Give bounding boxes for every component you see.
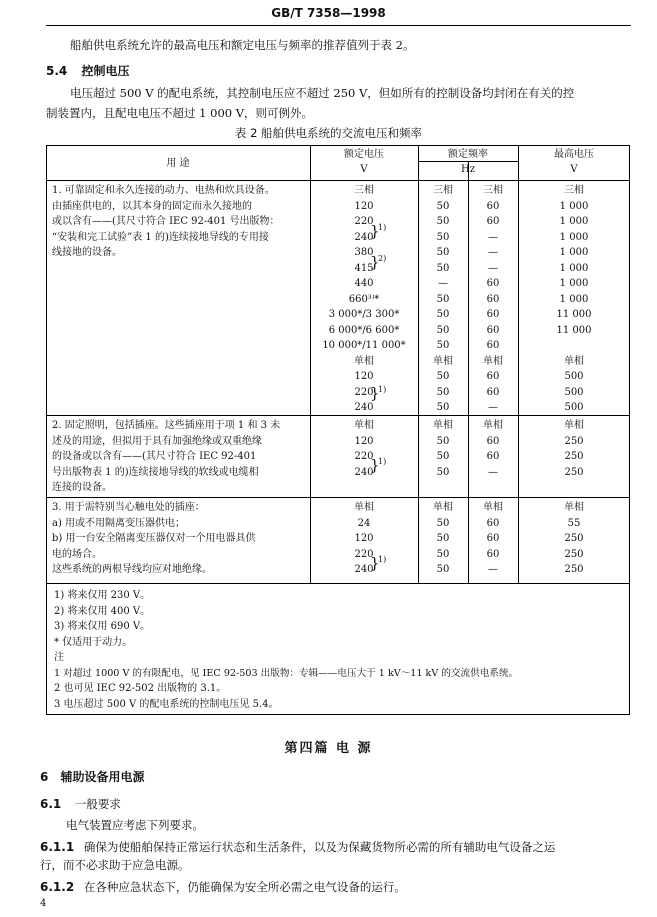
cell: 单相 bbox=[564, 420, 584, 431]
usage-line: 电的场合。 bbox=[52, 548, 102, 560]
cell: 50 bbox=[436, 371, 450, 382]
cell: 三相 bbox=[483, 185, 503, 196]
cell: 50 bbox=[436, 548, 450, 560]
cell: 10 000*/11 000* bbox=[322, 340, 406, 351]
footnote-ref: 1) bbox=[378, 555, 387, 564]
footnote-ref: 1) bbox=[378, 385, 387, 394]
row-rule bbox=[46, 497, 630, 498]
row3-freq1-col bbox=[418, 500, 468, 578]
note: 注 bbox=[54, 652, 64, 663]
cell: 60 bbox=[486, 293, 500, 305]
header-rated-voltage-unit: V bbox=[360, 164, 368, 175]
cell: 50 bbox=[436, 386, 450, 398]
cell: — bbox=[488, 247, 498, 258]
section-title: 控制电压 bbox=[81, 64, 130, 78]
cell: 50 bbox=[436, 466, 450, 478]
cell: 1 000 bbox=[559, 247, 589, 258]
brace: } bbox=[370, 384, 380, 402]
row1-max-col bbox=[518, 183, 630, 416]
cell: — bbox=[488, 262, 498, 274]
cell: 单相 bbox=[483, 420, 503, 431]
cell: 1 000 bbox=[559, 216, 589, 227]
row3-usage bbox=[52, 500, 310, 578]
row-rule bbox=[46, 583, 630, 584]
note: 1 对超过 1000 V 的有限配电，见 IEC 92-503 出版物：专辑——电压大于 1 kV～11 kV 的交流供电系统。 bbox=[54, 667, 519, 679]
usage-line: 线接地的设备。 bbox=[52, 247, 122, 258]
cell: 220 bbox=[354, 451, 374, 462]
header-rated-freq-unit: Hz bbox=[461, 164, 475, 175]
row1-freq1-col bbox=[418, 183, 468, 416]
row1-usage bbox=[52, 183, 310, 261]
row3-voltage-col bbox=[310, 500, 418, 578]
section-number: 6.1.2 bbox=[40, 880, 75, 894]
section-text: 在各种应急状态下，仍能确保为安全所必需之电气设备的运行。 bbox=[83, 880, 406, 894]
cell: 60 bbox=[486, 517, 500, 529]
footnote-ref: 1) bbox=[378, 457, 387, 466]
section-5-4-line2: 制装置内，且配电电压不超过 1 000 V，则可例外。 bbox=[46, 106, 314, 120]
usage-line: 的设备或以含有——(其尺寸符合 IEC 92-401 bbox=[52, 451, 257, 462]
row2-freq2-col bbox=[468, 418, 518, 480]
cell: 50 bbox=[436, 402, 450, 413]
cell: 3 000*/3 300* bbox=[328, 309, 400, 320]
usage-line: 连接的设备。 bbox=[52, 482, 112, 493]
cell: — bbox=[488, 466, 498, 478]
section-number: 6.1 bbox=[40, 797, 62, 811]
cell: 240 bbox=[354, 466, 374, 478]
header-max-voltage: 最高电压 bbox=[554, 149, 594, 160]
cell: 单相 bbox=[433, 502, 453, 513]
usage-line: 由插座供电的，以其本身的固定而永久接地的 bbox=[52, 200, 252, 212]
header-rated-voltage: 额定电压 bbox=[344, 149, 384, 160]
page-header: GB/T 7358—1998 bbox=[271, 6, 386, 20]
cell: 60 bbox=[486, 371, 500, 382]
cell: — bbox=[488, 402, 498, 413]
note: 3 电压超过 500 V 的配电系统的控制电压见 5.4。 bbox=[54, 698, 279, 710]
cell: 60 bbox=[486, 309, 500, 320]
cell: 单相 bbox=[354, 355, 374, 367]
cell: 440 bbox=[354, 278, 374, 289]
cell: 380 bbox=[354, 247, 374, 258]
cell: 60 bbox=[486, 533, 500, 544]
cell: 1 000 bbox=[559, 200, 589, 212]
cell: 1 000 bbox=[559, 278, 589, 289]
section-title: 一般要求 bbox=[74, 797, 121, 811]
cell: 11 000 bbox=[556, 324, 592, 336]
cell: 60 bbox=[486, 278, 500, 289]
section-6-1-heading bbox=[40, 797, 121, 811]
cell: 250 bbox=[564, 533, 584, 544]
row2-usage bbox=[52, 418, 310, 496]
cell: 250 bbox=[564, 548, 584, 560]
cell: 240 bbox=[354, 564, 374, 575]
header-rule bbox=[46, 25, 631, 26]
cell: 三相 bbox=[564, 185, 584, 196]
cell: 11 000 bbox=[556, 309, 592, 320]
cell: 单相 bbox=[433, 355, 453, 367]
header-max-voltage-unit: V bbox=[570, 164, 578, 175]
usage-line: b) 用一台安全隔离变压器仅对一个用电器具供 bbox=[52, 533, 256, 544]
cell: 415 bbox=[354, 262, 374, 274]
note: 1) 将来仅用 230 V。 bbox=[54, 590, 151, 601]
cell: 60 bbox=[486, 451, 500, 462]
cell: 单相 bbox=[564, 355, 584, 367]
header-usage: 用 途 bbox=[166, 158, 190, 169]
cell: 55 bbox=[567, 517, 581, 529]
cell: 6 000*/6 600* bbox=[328, 324, 400, 336]
brace: } bbox=[370, 456, 380, 474]
cell: — bbox=[488, 231, 498, 243]
brace: } bbox=[370, 554, 380, 572]
cell: 单相 bbox=[354, 420, 374, 431]
cell: 单相 bbox=[483, 355, 503, 367]
header-rated-freq: 额定频率 bbox=[448, 149, 488, 160]
cell: 250 bbox=[564, 451, 584, 462]
cell: 50 bbox=[436, 451, 450, 462]
cell: 500 bbox=[564, 402, 584, 413]
cell: 三相 bbox=[354, 185, 374, 196]
cell: 24 bbox=[357, 517, 371, 529]
section-number: 6 bbox=[40, 770, 49, 784]
cell: 500 bbox=[564, 371, 584, 382]
usage-line: 这些系统的两根导线均应对地绝缘。 bbox=[52, 564, 212, 575]
cell: 50 bbox=[436, 216, 450, 227]
cell: 60 bbox=[486, 216, 500, 227]
cell: 660³⁾* bbox=[348, 293, 380, 305]
cell: 60 bbox=[486, 386, 500, 398]
section-title: 辅助设备用电源 bbox=[60, 770, 145, 784]
intro-paragraph: 船舶供电系统允许的最高电压和额定电压与频率的推荐值列于表 2。 bbox=[70, 38, 415, 52]
cell: 250 bbox=[564, 466, 584, 478]
note: 2) 将来仅用 400 V。 bbox=[54, 605, 151, 617]
cell: 50 bbox=[436, 324, 450, 336]
usage-line: 3. 用于需特别当心触电处的插座： bbox=[52, 502, 205, 513]
cell: 50 bbox=[436, 262, 450, 274]
usage-line: “安装和完工试验”表 1 的)连续接地导线的专用接 bbox=[52, 231, 269, 243]
cell: 250 bbox=[564, 564, 584, 575]
part-title: 第四篇 电 源 bbox=[284, 741, 373, 756]
cell: 单相 bbox=[433, 420, 453, 431]
row2-freq1-col bbox=[418, 418, 468, 480]
note: 2 也可见 IEC 92-502 出版物的 3.1。 bbox=[54, 683, 227, 694]
section-6-1-1-line2: 行，而不必求助于应急电源。 bbox=[40, 858, 190, 872]
usage-line: 或以含有——(其尺寸符合 IEC 92-401 号出版物： bbox=[52, 216, 280, 227]
brace: } bbox=[370, 222, 380, 240]
cell: 50 bbox=[436, 435, 450, 447]
section-6-1-1 bbox=[40, 840, 555, 854]
row1-voltage-col bbox=[310, 183, 418, 416]
section-text: 确保为使船舶保持正常运行状态和生活条件，以及为保藏货物所必需的所有辅助电气设备之运 bbox=[83, 840, 556, 854]
cell: — bbox=[488, 564, 498, 575]
cell: 220 bbox=[354, 216, 374, 227]
cell: 50 bbox=[436, 293, 450, 305]
usage-line: 1. 可靠固定和永久连接的动力、电热和炊具设备。 bbox=[52, 185, 275, 196]
cell: 50 bbox=[436, 231, 450, 243]
cell: 60 bbox=[486, 200, 500, 212]
section-6-heading bbox=[40, 770, 145, 784]
row3-freq2-col bbox=[468, 500, 518, 578]
usage-line: 2. 固定照明，包括插座。这些插座用于项 1 和 3 未 bbox=[52, 420, 281, 431]
brace: } bbox=[370, 253, 380, 271]
header-bottom-rule bbox=[46, 180, 630, 181]
cell: 三相 bbox=[433, 185, 453, 196]
section-5-4-heading bbox=[46, 64, 129, 78]
usage-line: a) 用或不用隔离变压器供电； bbox=[52, 517, 186, 529]
cell: 500 bbox=[564, 386, 584, 398]
row3-max-col bbox=[518, 500, 630, 578]
cell: 1 000 bbox=[559, 262, 589, 274]
note: 3) 将来仅用 690 V。 bbox=[54, 621, 151, 632]
section-5-4-line1: 电压超过 500 V 的配电系统，其控制电压应不超过 250 V，但如所有的控制设备均封闭在有关的控 bbox=[70, 86, 575, 100]
row1-freq2-col bbox=[468, 183, 518, 416]
footnote-ref: 1) bbox=[378, 223, 387, 232]
cell: 250 bbox=[564, 435, 584, 447]
cell: 50 bbox=[436, 533, 450, 544]
cell: 120 bbox=[354, 200, 374, 212]
cell: 50 bbox=[436, 247, 450, 258]
footnote-ref: 2) bbox=[378, 254, 387, 263]
cell: 120 bbox=[354, 533, 374, 544]
cell: 60 bbox=[486, 435, 500, 447]
cell: 50 bbox=[436, 564, 450, 575]
cell bbox=[518, 338, 630, 354]
cell: 220 bbox=[354, 548, 374, 560]
section-number: 6.1.1 bbox=[40, 840, 75, 854]
cell: 220 bbox=[354, 386, 374, 398]
cell: 单相 bbox=[564, 502, 584, 513]
cell: 50 bbox=[436, 340, 450, 351]
cell: 1 000 bbox=[559, 231, 589, 243]
page-number: 4 bbox=[40, 898, 47, 909]
section-6-1-2 bbox=[40, 880, 406, 894]
table-caption: 表 2 船舶供电系统的交流电压和频率 bbox=[234, 126, 423, 140]
cell: 240 bbox=[354, 231, 374, 243]
cell: 240 bbox=[354, 402, 374, 413]
cell: — bbox=[438, 278, 448, 289]
table-notes bbox=[54, 588, 518, 712]
cell: 60 bbox=[486, 324, 500, 336]
row2-max-col bbox=[518, 418, 630, 480]
cell: 1 000 bbox=[559, 293, 589, 305]
cell: 60 bbox=[486, 340, 500, 351]
usage-line: 述及的用途，但拟用于具有加强绝缘或双重绝缘 bbox=[52, 435, 262, 447]
cell: 单相 bbox=[354, 502, 374, 513]
cell: 60 bbox=[486, 548, 500, 560]
row2-voltage-col bbox=[310, 418, 418, 480]
usage-line: 号出版物表 1 的)连续接地导线的软线或电缆相 bbox=[52, 466, 259, 478]
section-6-1-text: 电气装置应考虑下列要求。 bbox=[66, 818, 204, 832]
cell: 120 bbox=[354, 435, 374, 447]
note: * 仅适用于动力。 bbox=[54, 636, 133, 648]
section-number: 5.4 bbox=[46, 64, 68, 78]
cell: 120 bbox=[354, 371, 374, 382]
cell: 50 bbox=[436, 200, 450, 212]
cell: 单相 bbox=[483, 502, 503, 513]
cell: 50 bbox=[436, 517, 450, 529]
cell: 50 bbox=[436, 309, 450, 320]
